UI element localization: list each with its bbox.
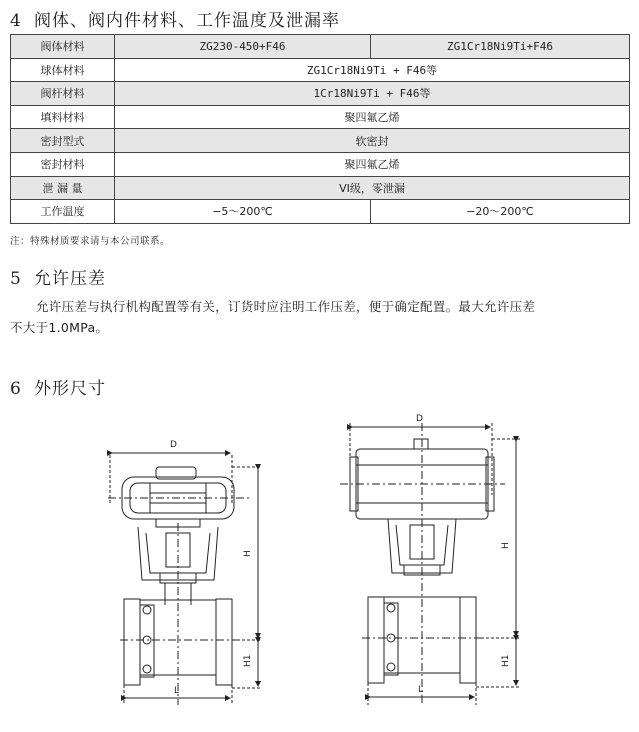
table-cell: VI级，零泄漏	[115, 176, 630, 200]
material-spec-table	[10, 34, 630, 224]
pressure-line-2: 不大于1.0MPa。	[10, 320, 109, 335]
table-cell: 软密封	[115, 129, 630, 153]
section-5-title	[10, 264, 106, 289]
table-cell: −5～200℃	[115, 200, 371, 224]
table-row	[11, 200, 630, 224]
section-6-number: 6	[10, 379, 22, 399]
table-row	[11, 105, 630, 129]
row-label: 阀杆材料	[11, 82, 115, 106]
left-d-label: D	[170, 440, 177, 450]
section-4-number: 4	[10, 11, 22, 31]
table-cell: −20～200℃	[371, 200, 630, 224]
note-text: 注：特殊材质要求请与本公司联系。	[10, 236, 171, 247]
table-cell: 1Cr18Ni9Ti + F46等	[115, 82, 630, 106]
pressure-line-1: 允许压差与执行机构配置等有关，订货时应注明工作压差，便于确定配置。最大允许压差	[36, 299, 536, 314]
section-6-title	[10, 374, 106, 399]
row-label: 密封型式	[11, 129, 115, 153]
section-6-heading: 外形尺寸	[34, 379, 106, 399]
row-label: 密封材料	[11, 152, 115, 176]
right-d-label: D	[416, 414, 423, 424]
electric-valve-drawing	[108, 453, 262, 705]
table-cell: ZG1Cr18Ni9Ti + F46等	[115, 58, 630, 82]
section-5-heading: 允许压差	[34, 269, 106, 289]
table-row	[11, 82, 630, 106]
right-h-label: H	[501, 542, 511, 549]
table-cell: ZG230-450+F46	[115, 35, 371, 59]
row-label: 泄 漏 量	[11, 176, 115, 200]
pressure-paragraph	[10, 296, 635, 338]
table-cell: 聚四氟乙烯	[115, 105, 630, 129]
table-cell: 聚四氟乙烯	[115, 152, 630, 176]
right-l-label: L	[418, 685, 424, 695]
table-row	[11, 176, 630, 200]
right-h1-label: H1	[501, 654, 511, 667]
dimension-drawings	[0, 405, 639, 732]
row-label: 阀体材料	[11, 35, 115, 59]
section-4-heading: 阀体、阀内件材料、工作温度及泄漏率	[34, 11, 340, 31]
row-label: 填料材料	[11, 105, 115, 129]
table-cell: ZG1Cr18Ni9Ti+F46	[371, 35, 630, 59]
pneumatic-valve-drawing	[340, 423, 520, 705]
table-row	[11, 152, 630, 176]
section-4-title	[10, 6, 340, 31]
table-row	[11, 35, 630, 59]
left-h-label: H	[243, 550, 253, 557]
section-5-number: 5	[10, 269, 22, 289]
table-row	[11, 58, 630, 82]
left-l-label: L	[174, 686, 180, 696]
left-h1-label: H1	[243, 654, 253, 667]
row-label: 工作温度	[11, 200, 115, 224]
row-label: 球体材料	[11, 58, 115, 82]
table-row	[11, 129, 630, 153]
